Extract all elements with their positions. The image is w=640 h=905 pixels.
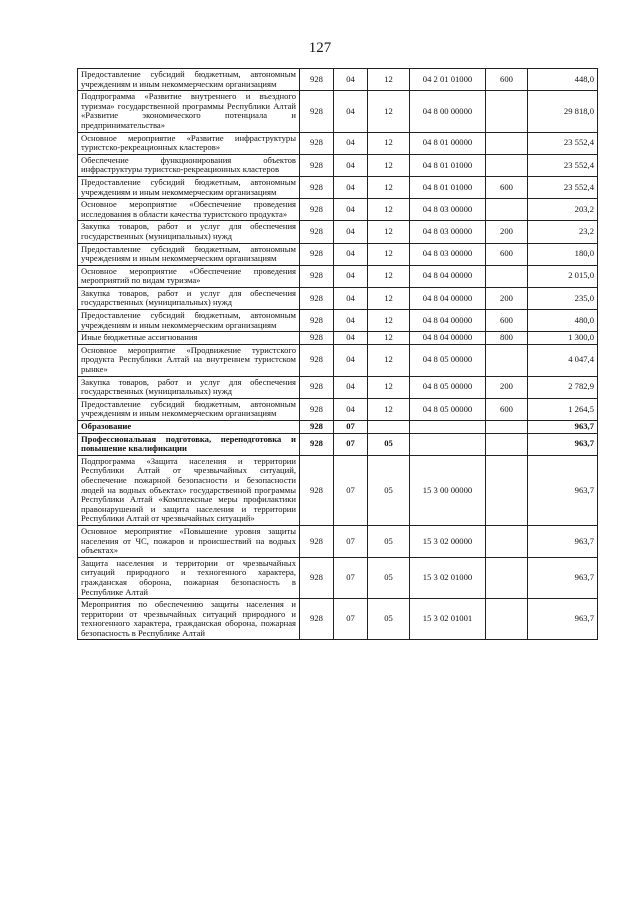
table-row: [78, 421, 598, 434]
row-subsection-cell: 12: [368, 132, 410, 154]
row-target-article-cell: 15 3 02 00000: [410, 525, 486, 557]
row-subsection-cell: 12: [368, 398, 410, 420]
row-sum-cell: 480,0: [528, 310, 598, 332]
row-target-article-cell: 04 8 03 00000: [410, 221, 486, 243]
row-sum-cell: 23 552,4: [528, 132, 598, 154]
row-subsection-cell: 05: [368, 455, 410, 525]
row-section-cell: 04: [334, 398, 368, 420]
row-sum-cell: 2 782,9: [528, 376, 598, 398]
row-subsection-cell: 12: [368, 332, 410, 345]
row-grbs-cell: 928: [300, 525, 334, 557]
row-section-cell: 04: [334, 132, 368, 154]
row-expense-type-cell: [486, 199, 528, 221]
row-subsection-cell: 12: [368, 287, 410, 309]
budget-table-body: [78, 69, 598, 640]
row-name-cell: Подпрограмма «Защита населения и территории Республики Алтай от чрезвычайных ситуаций, обеспечение пожарной безопасности и безопасности людей на водных объектах» государственной программы Республики Алтай «Комплексные меры профилактики правонарушений и защита населения и территории Республики Алтай от чрезвычайных ситуаций»: [78, 455, 300, 525]
row-subsection-cell: 12: [368, 243, 410, 265]
row-target-article-cell: 04 8 05 00000: [410, 344, 486, 376]
row-subsection-cell: 05: [368, 433, 410, 455]
row-expense-type-cell: [486, 421, 528, 434]
page-number: 127: [308, 40, 332, 56]
row-target-article-cell: 15 3 02 01001: [410, 599, 486, 640]
table-row: [78, 132, 598, 154]
row-grbs-cell: 928: [300, 455, 334, 525]
row-name-cell: Основное мероприятие «Развитие инфраструктуры туристско-рекреационных кластеров»: [78, 132, 300, 154]
row-name-cell: Основное мероприятие «Продвижение туристского продукта Республики Алтай на внутреннем туристском рынке»: [78, 344, 300, 376]
row-target-article-cell: 04 2 01 01000: [410, 69, 486, 91]
row-target-article-cell: [410, 433, 486, 455]
row-subsection-cell: [368, 421, 410, 434]
row-name-cell: Основное мероприятие «Обеспечение проведения исследования в области качества туристского продукта»: [78, 199, 300, 221]
row-name-cell: Иные бюджетные ассигнования: [78, 332, 300, 345]
row-sum-cell: 1 264,5: [528, 398, 598, 420]
row-name-cell: Предоставление субсидий бюджетным, автономным учреждениям и иным некоммерческим организациям: [78, 69, 300, 91]
table-row: [78, 557, 598, 598]
row-subsection-cell: 12: [368, 199, 410, 221]
table-row: [78, 376, 598, 398]
row-grbs-cell: 928: [300, 433, 334, 455]
table-row: [78, 69, 598, 91]
row-section-cell: 07: [334, 525, 368, 557]
row-subsection-cell: 12: [368, 91, 410, 132]
table-row: [78, 199, 598, 221]
row-expense-type-cell: 600: [486, 310, 528, 332]
table-row: [78, 599, 598, 640]
row-target-article-cell: 04 8 03 00000: [410, 199, 486, 221]
row-target-article-cell: 04 8 01 01000: [410, 176, 486, 198]
table-row: [78, 265, 598, 287]
row-section-cell: 04: [334, 154, 368, 176]
row-expense-type-cell: [486, 599, 528, 640]
row-section-cell: 04: [334, 199, 368, 221]
row-name-cell: Профессиональная подготовка, переподготовка и повышение квалификации: [78, 433, 300, 455]
row-grbs-cell: 928: [300, 376, 334, 398]
row-section-cell: 07: [334, 421, 368, 434]
row-name-cell: Образование: [78, 421, 300, 434]
row-grbs-cell: 928: [300, 132, 334, 154]
row-name-cell: Предоставление субсидий бюджетным, автономным учреждениям и иным некоммерческим организациям: [78, 243, 300, 265]
row-subsection-cell: 12: [368, 154, 410, 176]
row-name-cell: Основное мероприятие «Повышение уровня защиты населения от ЧС, пожаров и происшествий на водных объектах»: [78, 525, 300, 557]
row-sum-cell: 963,7: [528, 421, 598, 434]
row-sum-cell: 963,7: [528, 557, 598, 598]
row-sum-cell: 29 818,0: [528, 91, 598, 132]
row-subsection-cell: 12: [368, 221, 410, 243]
row-sum-cell: 180,0: [528, 243, 598, 265]
row-expense-type-cell: 800: [486, 332, 528, 345]
row-grbs-cell: 928: [300, 421, 334, 434]
row-name-cell: Предоставление субсидий бюджетным, автономным учреждениям и иным некоммерческим организациям: [78, 176, 300, 198]
row-sum-cell: 203,2: [528, 199, 598, 221]
row-target-article-cell: 15 3 00 00000: [410, 455, 486, 525]
row-grbs-cell: 928: [300, 310, 334, 332]
row-grbs-cell: 928: [300, 344, 334, 376]
row-sum-cell: 23 552,4: [528, 176, 598, 198]
row-sum-cell: 963,7: [528, 599, 598, 640]
row-subsection-cell: 05: [368, 557, 410, 598]
row-expense-type-cell: 200: [486, 376, 528, 398]
row-target-article-cell: 04 8 03 00000: [410, 243, 486, 265]
row-section-cell: 04: [334, 243, 368, 265]
table-row: [78, 176, 598, 198]
row-name-cell: Мероприятия по обеспечению защиты населения и территории от чрезвычайных ситуаций природного и техногенного характера, гражданская оборона, пожарная безопасность в Республике Алтай: [78, 599, 300, 640]
row-grbs-cell: 928: [300, 265, 334, 287]
row-section-cell: 04: [334, 310, 368, 332]
row-section-cell: 04: [334, 91, 368, 132]
row-grbs-cell: 928: [300, 176, 334, 198]
row-name-cell: Обеспечение функционирования объектов инфраструктуры туристско-рекреационных кластеров: [78, 154, 300, 176]
row-expense-type-cell: [486, 154, 528, 176]
row-sum-cell: 235,0: [528, 287, 598, 309]
row-expense-type-cell: 200: [486, 287, 528, 309]
row-expense-type-cell: 600: [486, 398, 528, 420]
row-expense-type-cell: [486, 91, 528, 132]
row-grbs-cell: 928: [300, 398, 334, 420]
row-sum-cell: 23 552,4: [528, 154, 598, 176]
row-expense-type-cell: 600: [486, 69, 528, 91]
table-row: [78, 221, 598, 243]
row-name-cell: Закупка товаров, работ и услуг для обеспечения государственных (муниципальных) нужд: [78, 287, 300, 309]
table-row: [78, 433, 598, 455]
row-subsection-cell: 12: [368, 310, 410, 332]
row-expense-type-cell: 600: [486, 243, 528, 265]
row-section-cell: 07: [334, 433, 368, 455]
table-row: [78, 525, 598, 557]
row-sum-cell: 963,7: [528, 525, 598, 557]
row-subsection-cell: 12: [368, 69, 410, 91]
row-name-cell: Предоставление субсидий бюджетным, автономным учреждениям и иным некоммерческим организациям: [78, 398, 300, 420]
table-row: [78, 455, 598, 525]
row-name-cell: Подпрограмма «Развитие внутреннего и въездного туризма» государственной программы Республики Алтай «Развитие экономического потенциала и предпринимательства»: [78, 91, 300, 132]
row-target-article-cell: 04 8 04 00000: [410, 332, 486, 345]
row-expense-type-cell: [486, 265, 528, 287]
row-target-article-cell: [410, 421, 486, 434]
row-subsection-cell: 12: [368, 376, 410, 398]
row-target-article-cell: 04 8 04 00000: [410, 310, 486, 332]
row-subsection-cell: 05: [368, 525, 410, 557]
table-row: [78, 243, 598, 265]
row-section-cell: 07: [334, 557, 368, 598]
row-expense-type-cell: [486, 455, 528, 525]
row-expense-type-cell: [486, 132, 528, 154]
row-section-cell: 07: [334, 455, 368, 525]
budget-table: [77, 68, 598, 640]
row-section-cell: 04: [334, 221, 368, 243]
row-subsection-cell: 12: [368, 176, 410, 198]
row-expense-type-cell: [486, 344, 528, 376]
row-grbs-cell: 928: [300, 332, 334, 345]
row-expense-type-cell: [486, 525, 528, 557]
row-grbs-cell: 928: [300, 154, 334, 176]
row-target-article-cell: 04 8 05 00000: [410, 398, 486, 420]
row-expense-type-cell: 200: [486, 221, 528, 243]
row-expense-type-cell: [486, 433, 528, 455]
row-section-cell: 07: [334, 599, 368, 640]
row-target-article-cell: 04 8 01 01000: [410, 154, 486, 176]
row-name-cell: Защита населения и территории от чрезвычайных ситуаций природного и техногенного характера, гражданская оборона, пожарная безопасность в Республике Алтай: [78, 557, 300, 598]
row-grbs-cell: 928: [300, 91, 334, 132]
row-target-article-cell: 04 8 04 00000: [410, 265, 486, 287]
row-name-cell: Предоставление субсидий бюджетным, автономным учреждениям и иным некоммерческим организациям: [78, 310, 300, 332]
row-grbs-cell: 928: [300, 221, 334, 243]
row-target-article-cell: 04 8 04 00000: [410, 287, 486, 309]
row-target-article-cell: 04 8 01 00000: [410, 132, 486, 154]
table-row: [78, 344, 598, 376]
table-row: [78, 332, 598, 345]
row-target-article-cell: 04 8 05 00000: [410, 376, 486, 398]
row-target-article-cell: 04 8 00 00000: [410, 91, 486, 132]
row-section-cell: 04: [334, 344, 368, 376]
row-expense-type-cell: [486, 557, 528, 598]
row-sum-cell: 2 015,0: [528, 265, 598, 287]
row-name-cell: Закупка товаров, работ и услуг для обеспечения государственных (муниципальных) нужд: [78, 376, 300, 398]
table-row: [78, 398, 598, 420]
row-section-cell: 04: [334, 287, 368, 309]
row-section-cell: 04: [334, 265, 368, 287]
row-name-cell: Основное мероприятие «Обеспечение проведения мероприятий по видам туризма»: [78, 265, 300, 287]
row-grbs-cell: 928: [300, 599, 334, 640]
row-grbs-cell: 928: [300, 69, 334, 91]
row-grbs-cell: 928: [300, 287, 334, 309]
table-row: [78, 91, 598, 132]
row-section-cell: 04: [334, 176, 368, 198]
row-subsection-cell: 12: [368, 265, 410, 287]
row-section-cell: 04: [334, 332, 368, 345]
row-section-cell: 04: [334, 69, 368, 91]
row-grbs-cell: 928: [300, 243, 334, 265]
row-sum-cell: 448,0: [528, 69, 598, 91]
row-grbs-cell: 928: [300, 199, 334, 221]
row-section-cell: 04: [334, 376, 368, 398]
row-sum-cell: 963,7: [528, 433, 598, 455]
row-sum-cell: 4 047,4: [528, 344, 598, 376]
row-subsection-cell: 05: [368, 599, 410, 640]
row-grbs-cell: 928: [300, 557, 334, 598]
row-expense-type-cell: 600: [486, 176, 528, 198]
row-name-cell: Закупка товаров, работ и услуг для обеспечения государственных (муниципальных) нужд: [78, 221, 300, 243]
row-subsection-cell: 12: [368, 344, 410, 376]
row-sum-cell: 1 300,0: [528, 332, 598, 345]
table-row: [78, 310, 598, 332]
table-row: [78, 287, 598, 309]
row-sum-cell: 23,2: [528, 221, 598, 243]
row-sum-cell: 963,7: [528, 455, 598, 525]
row-target-article-cell: 15 3 02 01000: [410, 557, 486, 598]
table-row: [78, 154, 598, 176]
